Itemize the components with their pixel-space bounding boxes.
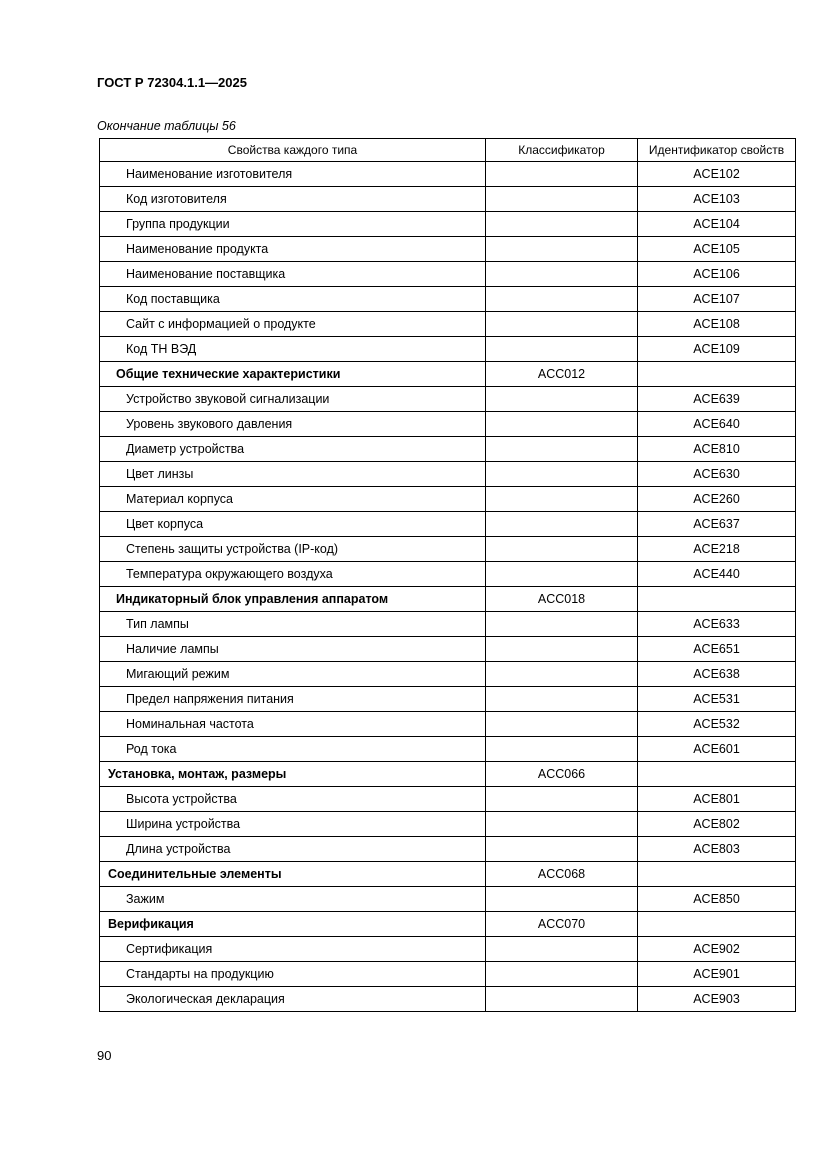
- classifier-cell: [486, 962, 638, 987]
- classifier-cell: [486, 462, 638, 487]
- identifier-cell: ACE104: [638, 212, 796, 237]
- property-cell: Верификация: [100, 912, 486, 937]
- classifier-cell: ACC018: [486, 587, 638, 612]
- table-row: [100, 387, 796, 412]
- table-row: [100, 412, 796, 437]
- classifier-cell: [486, 737, 638, 762]
- identifier-cell: ACE903: [638, 987, 796, 1012]
- table-row: [100, 287, 796, 312]
- table-row: [100, 487, 796, 512]
- table-row: [100, 212, 796, 237]
- property-cell: Наличие лампы: [100, 637, 486, 662]
- classifier-cell: [486, 487, 638, 512]
- table-header-row: [100, 139, 796, 162]
- identifier-cell: ACE637: [638, 512, 796, 537]
- property-cell: Экологическая декларация: [100, 987, 486, 1012]
- classifier-cell: [486, 287, 638, 312]
- document-header: ГОСТ Р 72304.1.1—2025: [97, 75, 247, 90]
- identifier-cell: [638, 362, 796, 387]
- identifier-cell: ACE810: [638, 437, 796, 462]
- table-row: [100, 662, 796, 687]
- property-cell: Сайт с информацией о продукте: [100, 312, 486, 337]
- table-row: [100, 537, 796, 562]
- classifier-cell: [486, 387, 638, 412]
- table-row: [100, 587, 796, 612]
- table-row: [100, 962, 796, 987]
- property-cell: Номинальная частота: [100, 712, 486, 737]
- property-cell: Цвет линзы: [100, 462, 486, 487]
- table-row: [100, 562, 796, 587]
- identifier-cell: [638, 762, 796, 787]
- property-cell: Код поставщика: [100, 287, 486, 312]
- classifier-cell: [486, 787, 638, 812]
- identifier-cell: ACE260: [638, 487, 796, 512]
- classifier-cell: [486, 612, 638, 637]
- property-cell: Код изготовителя: [100, 187, 486, 212]
- identifier-cell: ACE901: [638, 962, 796, 987]
- table-row: [100, 262, 796, 287]
- identifier-cell: [638, 587, 796, 612]
- property-cell: Высота устройства: [100, 787, 486, 812]
- table-row: [100, 712, 796, 737]
- property-cell: Наименование продукта: [100, 237, 486, 262]
- classifier-cell: [486, 337, 638, 362]
- property-cell: Род тока: [100, 737, 486, 762]
- table-row: [100, 987, 796, 1012]
- table-row: [100, 937, 796, 962]
- table-row: [100, 737, 796, 762]
- column-header-classifier: Классификатор: [486, 139, 638, 162]
- identifier-cell: ACE440: [638, 562, 796, 587]
- identifier-cell: [638, 912, 796, 937]
- identifier-cell: ACE601: [638, 737, 796, 762]
- identifier-cell: ACE108: [638, 312, 796, 337]
- property-cell: Группа продукции: [100, 212, 486, 237]
- classifier-cell: [486, 237, 638, 262]
- classifier-cell: [486, 412, 638, 437]
- property-cell: Мигающий режим: [100, 662, 486, 687]
- classifier-cell: [486, 187, 638, 212]
- identifier-cell: ACE902: [638, 937, 796, 962]
- property-cell: Соединительные элементы: [100, 862, 486, 887]
- identifier-cell: ACE531: [638, 687, 796, 712]
- identifier-cell: ACE109: [638, 337, 796, 362]
- classifier-cell: [486, 687, 638, 712]
- identifier-cell: ACE633: [638, 612, 796, 637]
- table-row: [100, 887, 796, 912]
- property-cell: Зажим: [100, 887, 486, 912]
- page-number: 90: [97, 1048, 112, 1063]
- property-cell: Общие технические характеристики: [100, 362, 486, 387]
- table-row: [100, 812, 796, 837]
- property-cell: Установка, монтаж, размеры: [100, 762, 486, 787]
- table-row: [100, 187, 796, 212]
- column-header-properties: Свойства каждого типа: [100, 139, 486, 162]
- identifier-cell: [638, 862, 796, 887]
- table-row: [100, 162, 796, 187]
- property-cell: Предел напряжения питания: [100, 687, 486, 712]
- identifier-cell: ACE639: [638, 387, 796, 412]
- property-cell: Диаметр устройства: [100, 437, 486, 462]
- table-row: [100, 837, 796, 862]
- property-cell: Материал корпуса: [100, 487, 486, 512]
- identifier-cell: ACE802: [638, 812, 796, 837]
- table-row: [100, 462, 796, 487]
- property-cell: Код ТН ВЭД: [100, 337, 486, 362]
- identifier-cell: ACE218: [638, 537, 796, 562]
- identifier-cell: ACE803: [638, 837, 796, 862]
- table-row: [100, 912, 796, 937]
- table-row: [100, 787, 796, 812]
- property-cell: Цвет корпуса: [100, 512, 486, 537]
- table-row: [100, 637, 796, 662]
- property-cell: Длина устройства: [100, 837, 486, 862]
- identifier-cell: ACE102: [638, 162, 796, 187]
- identifier-cell: ACE638: [638, 662, 796, 687]
- property-cell: Сертификация: [100, 937, 486, 962]
- properties-table: [99, 138, 796, 1012]
- classifier-cell: [486, 212, 638, 237]
- classifier-cell: [486, 937, 638, 962]
- table-row: [100, 512, 796, 537]
- column-header-identifier: Идентификатор свойств: [638, 139, 796, 162]
- property-cell: Уровень звукового давления: [100, 412, 486, 437]
- table-row: [100, 687, 796, 712]
- table-row: [100, 237, 796, 262]
- identifier-cell: ACE651: [638, 637, 796, 662]
- table-caption: Окончание таблицы 56: [97, 119, 236, 133]
- identifier-cell: ACE850: [638, 887, 796, 912]
- identifier-cell: ACE103: [638, 187, 796, 212]
- classifier-cell: [486, 662, 638, 687]
- classifier-cell: [486, 512, 638, 537]
- property-cell: Стандарты на продукцию: [100, 962, 486, 987]
- classifier-cell: [486, 437, 638, 462]
- classifier-cell: [486, 162, 638, 187]
- table-row: [100, 312, 796, 337]
- classifier-cell: ACC068: [486, 862, 638, 887]
- property-cell: Наименование изготовителя: [100, 162, 486, 187]
- table-row: [100, 762, 796, 787]
- classifier-cell: [486, 562, 638, 587]
- classifier-cell: [486, 637, 638, 662]
- classifier-cell: [486, 887, 638, 912]
- identifier-cell: ACE106: [638, 262, 796, 287]
- identifier-cell: ACE105: [638, 237, 796, 262]
- identifier-cell: ACE107: [638, 287, 796, 312]
- identifier-cell: ACE801: [638, 787, 796, 812]
- classifier-cell: [486, 312, 638, 337]
- table-row: [100, 362, 796, 387]
- identifier-cell: ACE630: [638, 462, 796, 487]
- table-row: [100, 612, 796, 637]
- property-cell: Температура окружающего воздуха: [100, 562, 486, 587]
- property-cell: Наименование поставщика: [100, 262, 486, 287]
- table-row: [100, 337, 796, 362]
- classifier-cell: [486, 987, 638, 1012]
- classifier-cell: [486, 262, 638, 287]
- table-row: [100, 437, 796, 462]
- classifier-cell: [486, 712, 638, 737]
- table-row: [100, 862, 796, 887]
- property-cell: Тип лампы: [100, 612, 486, 637]
- property-cell: Устройство звуковой сигнализации: [100, 387, 486, 412]
- classifier-cell: ACC070: [486, 912, 638, 937]
- classifier-cell: [486, 837, 638, 862]
- classifier-cell: ACC012: [486, 362, 638, 387]
- identifier-cell: ACE640: [638, 412, 796, 437]
- classifier-cell: [486, 812, 638, 837]
- table-body: [100, 162, 796, 1012]
- identifier-cell: ACE532: [638, 712, 796, 737]
- property-cell: Ширина устройства: [100, 812, 486, 837]
- property-cell: Индикаторный блок управления аппаратом: [100, 587, 486, 612]
- classifier-cell: ACC066: [486, 762, 638, 787]
- classifier-cell: [486, 537, 638, 562]
- property-cell: Степень защиты устройства (IP-код): [100, 537, 486, 562]
